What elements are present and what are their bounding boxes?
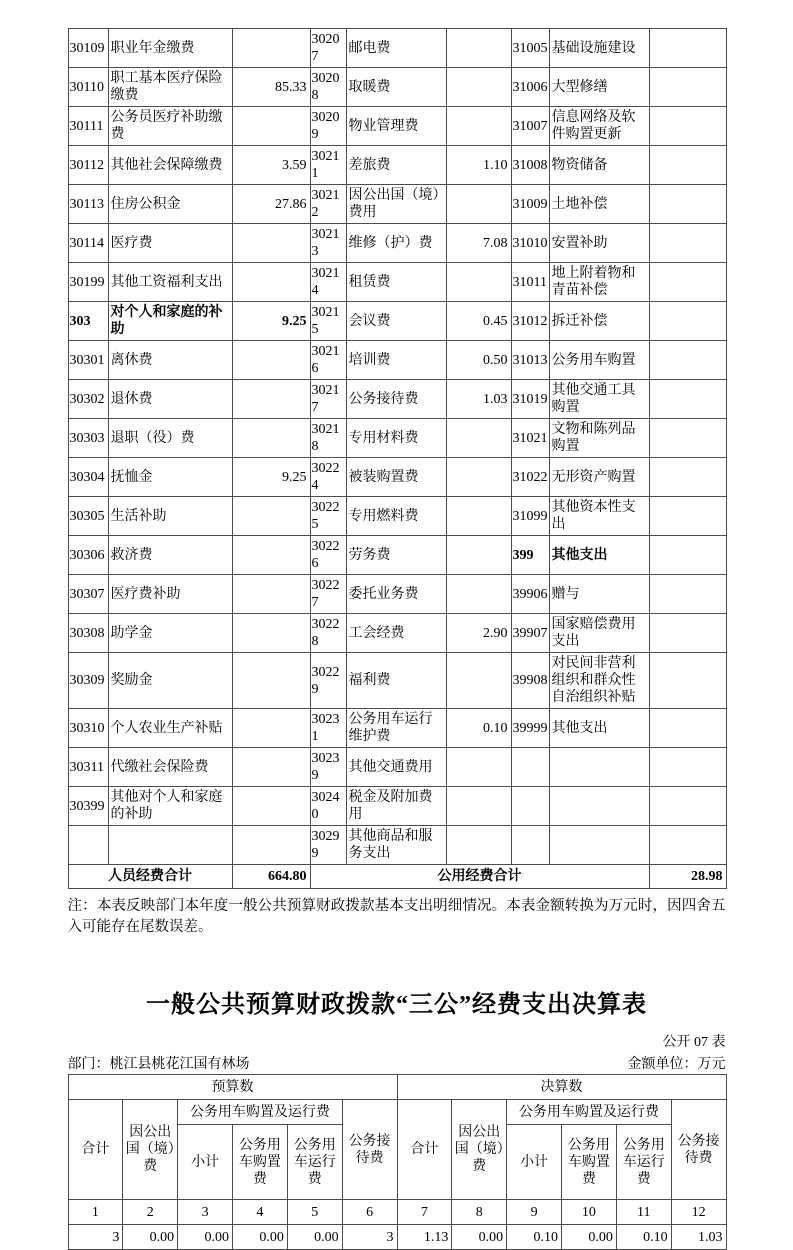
item-name: 其他社会保障缴费 [108,146,232,185]
item-name: 对个人和家庭的补助 [108,302,232,341]
item-name: 安置补助 [549,224,649,263]
item-name: 助学金 [108,614,232,653]
detail-row [68,224,726,263]
item-name: 差旅费 [346,146,446,185]
sangong-value: 0.00 [287,1225,342,1250]
item-name: 其他交通工具购置 [549,380,649,419]
item-code [511,826,549,865]
item-amount [649,748,726,787]
item-amount [649,107,726,146]
item-code: 30110 [68,68,108,107]
budget-reception-header: 公务接待费 [342,1100,397,1200]
item-amount: 0.50 [446,341,511,380]
detail-row [68,458,726,497]
item-name: 培训费 [346,341,446,380]
item-code: 30299 [310,826,346,865]
column-number: 8 [452,1200,507,1225]
item-code: 30231 [310,709,346,748]
item-code: 31005 [511,29,549,68]
item-code: 31019 [511,380,549,419]
item-name: 专用燃料费 [346,497,446,536]
item-code: 30310 [68,709,108,748]
sangong-table-title: 一般公共预算财政拨款“三公”经费支出决算表 [146,992,647,1018]
item-name: 其他工资福利支出 [108,263,232,302]
item-amount [232,826,310,865]
column-number-row [68,1200,726,1225]
final-subtotal-header: 小计 [507,1125,562,1200]
final-vehicle-purchase-header: 公务用车购置费 [561,1125,616,1200]
item-code: 30309 [68,653,108,709]
detail-row [68,107,726,146]
item-name: 离休费 [108,341,232,380]
item-code: 30224 [310,458,346,497]
department-label: 部门：桃江县桃花江国有林场 [67,1057,250,1072]
item-amount [649,263,726,302]
item-name: 福利费 [346,653,446,709]
sangong-value: 0.10 [507,1225,562,1250]
item-name: 退职（役）费 [108,419,232,458]
item-name: 其他资本性支出 [549,497,649,536]
item-name: 其他商品和服务支出 [346,826,446,865]
item-name: 土地补偿 [549,185,649,224]
item-code: 30109 [68,29,108,68]
column-number: 1 [68,1200,123,1225]
sangong-value-row [68,1225,726,1250]
item-code: 31011 [511,263,549,302]
item-amount [446,575,511,614]
item-name: 个人农业生产补贴 [108,709,232,748]
item-name [549,748,649,787]
item-amount [649,575,726,614]
item-amount [649,787,726,826]
detail-row [68,653,726,709]
detail-row [68,380,726,419]
detail-row [68,787,726,826]
sangong-head [68,1075,726,1200]
item-amount [446,748,511,787]
item-amount [232,107,310,146]
detail-totals-row [68,865,726,889]
table-meta-row [68,1053,726,1073]
item-name: 职业年金缴费 [108,29,232,68]
sangong-value: 0.10 [616,1225,671,1250]
item-amount [232,341,310,380]
doc-number-label: 公开 07 表 [662,1035,726,1050]
item-amount [232,380,310,419]
column-number: 12 [671,1200,726,1225]
budget-vehicle-operation-header: 公务用车运行费 [287,1125,342,1200]
item-amount [232,575,310,614]
budget-vehicle-purchase-header: 公务用车购置费 [232,1125,287,1200]
item-code: 30214 [310,263,346,302]
item-amount [649,302,726,341]
detail-row [68,614,726,653]
item-code: 30199 [68,263,108,302]
item-name: 抚恤金 [108,458,232,497]
item-name: 工会经费 [346,614,446,653]
detail-table-body [68,29,726,889]
detail-row [68,341,726,380]
budget-section-header: 预算数 [68,1075,397,1100]
item-amount: 85.33 [232,68,310,107]
item-amount [446,653,511,709]
item-name: 会议费 [346,302,446,341]
item-code: 30112 [68,146,108,185]
item-amount: 0.10 [446,709,511,748]
item-code: 30302 [68,380,108,419]
item-amount [446,536,511,575]
item-name: 医疗费补助 [108,575,232,614]
column-number: 9 [507,1200,562,1225]
item-name: 物资储备 [549,146,649,185]
budget-vehicle-group-header: 公务用车购置及运行费 [178,1100,342,1125]
item-amount [232,29,310,68]
column-number: 3 [178,1200,233,1225]
item-code: 30113 [68,185,108,224]
item-code: 30111 [68,107,108,146]
item-amount [232,419,310,458]
item-code: 30212 [310,185,346,224]
item-code: 31009 [511,185,549,224]
item-code: 30306 [68,536,108,575]
item-amount [649,653,726,709]
item-code: 30228 [310,614,346,653]
sangong-value: 0.00 [561,1225,616,1250]
item-code: 30225 [310,497,346,536]
item-code [68,826,108,865]
item-name: 租赁费 [346,263,446,302]
item-amount [232,748,310,787]
column-number: 10 [561,1200,616,1225]
detail-row [68,575,726,614]
public-total-label: 公用经费合计 [310,865,649,889]
item-amount [649,380,726,419]
item-code: 39908 [511,653,549,709]
item-amount: 9.25 [232,302,310,341]
item-name: 奖励金 [108,653,232,709]
item-code: 39907 [511,614,549,653]
item-name: 拆迁补偿 [549,302,649,341]
sub-header-row-1 [68,1100,726,1125]
column-number: 7 [397,1200,452,1225]
item-name: 地上附着物和青苗补偿 [549,263,649,302]
item-code: 30303 [68,419,108,458]
item-code: 30240 [310,787,346,826]
item-amount: 7.08 [446,224,511,263]
detail-row [68,146,726,185]
item-name: 其他对个人和家庭的补助 [108,787,232,826]
detail-row [68,68,726,107]
item-amount [649,709,726,748]
column-number: 6 [342,1200,397,1225]
item-amount [649,614,726,653]
final-section-header: 决算数 [397,1075,726,1100]
column-number: 5 [287,1200,342,1225]
item-code: 30308 [68,614,108,653]
item-name: 对民间非营利组织和群众性自治组织补贴 [549,653,649,709]
item-code: 30304 [68,458,108,497]
sangong-value: 0.00 [178,1225,233,1250]
item-amount [232,787,310,826]
item-code: 30215 [310,302,346,341]
item-code: 30227 [310,575,346,614]
sangong-body [68,1200,726,1250]
section-header-row [68,1075,726,1100]
item-name: 劳务费 [346,536,446,575]
item-amount [232,709,310,748]
item-code: 39906 [511,575,549,614]
item-amount [649,536,726,575]
document-page [68,0,726,1250]
sangong-value: 1.13 [397,1225,452,1250]
item-code: 30399 [68,787,108,826]
item-amount [232,614,310,653]
item-amount [446,185,511,224]
item-amount: 1.10 [446,146,511,185]
item-amount [232,536,310,575]
item-amount [232,653,310,709]
item-name: 文物和陈列品购置 [549,419,649,458]
final-total-header: 合计 [397,1100,452,1200]
item-amount [232,497,310,536]
item-code: 31007 [511,107,549,146]
sangong-value: 3 [68,1225,123,1250]
item-name: 退休费 [108,380,232,419]
item-code: 30207 [310,29,346,68]
item-code: 31021 [511,419,549,458]
detail-row [68,536,726,575]
item-name: 维修（护）费 [346,224,446,263]
budget-total-header: 合计 [68,1100,123,1200]
detail-row [68,419,726,458]
item-name: 委托业务费 [346,575,446,614]
final-reception-header: 公务接待费 [671,1100,726,1200]
column-number: 4 [232,1200,287,1225]
item-code: 399 [511,536,549,575]
item-code: 30213 [310,224,346,263]
item-name: 邮电费 [346,29,446,68]
item-name [549,826,649,865]
budget-subtotal-header: 小计 [178,1125,233,1200]
item-name: 信息网络及软件购置更新 [549,107,649,146]
item-amount [649,29,726,68]
item-name: 其他支出 [549,536,649,575]
item-code: 31010 [511,224,549,263]
item-name: 无形资产购置 [549,458,649,497]
item-code: 30114 [68,224,108,263]
item-amount: 3.59 [232,146,310,185]
personnel-total-label: 人员经费合计 [68,865,232,889]
item-amount [649,341,726,380]
item-name: 其他支出 [549,709,649,748]
detail-row [68,29,726,68]
budget-abroad-header: 因公出国（境）费 [123,1100,178,1200]
item-name: 其他交通费用 [346,748,446,787]
item-amount [649,146,726,185]
item-name: 专用材料费 [346,419,446,458]
item-amount [446,29,511,68]
item-code: 30307 [68,575,108,614]
item-code [511,787,549,826]
item-name: 税金及附加费用 [346,787,446,826]
item-code: 30211 [310,146,346,185]
item-name: 大型修缮 [549,68,649,107]
item-name: 公务接待费 [346,380,446,419]
item-name: 医疗费 [108,224,232,263]
sangong-value: 3 [342,1225,397,1250]
item-code: 30305 [68,497,108,536]
item-amount [446,826,511,865]
item-code: 30226 [310,536,346,575]
detail-row [68,497,726,536]
item-amount [649,68,726,107]
item-code: 30229 [310,653,346,709]
detail-row [68,826,726,865]
item-name [108,826,232,865]
item-name: 国家赔偿费用支出 [549,614,649,653]
item-code: 30301 [68,341,108,380]
detail-row [68,709,726,748]
item-name [549,787,649,826]
sangong-value: 0.00 [123,1225,178,1250]
item-amount [649,458,726,497]
item-code: 30216 [310,341,346,380]
item-amount: 1.03 [446,380,511,419]
item-code: 30217 [310,380,346,419]
final-vehicle-operation-header: 公务用车运行费 [616,1125,671,1200]
item-code: 303 [68,302,108,341]
item-code: 31012 [511,302,549,341]
item-name: 取暖费 [346,68,446,107]
item-code: 31022 [511,458,549,497]
item-amount [446,458,511,497]
item-code: 39999 [511,709,549,748]
item-amount [446,787,511,826]
column-number: 11 [616,1200,671,1225]
table-note: 注：本表反映部门本年度一般公共预算财政拨款基本支出明细情况。本表金额转换为万元时，因四舍五入可能存在尾数误差。 [67,898,726,935]
item-amount: 9.25 [232,458,310,497]
item-amount: 0.45 [446,302,511,341]
item-amount [446,497,511,536]
final-vehicle-group-header: 公务用车购置及运行费 [507,1100,671,1125]
item-amount [649,826,726,865]
column-number: 2 [123,1200,178,1225]
public-total-value: 28.98 [649,865,726,889]
item-amount [649,419,726,458]
sangong-expense-table [68,1074,727,1250]
item-amount: 27.86 [232,185,310,224]
item-name: 住房公积金 [108,185,232,224]
item-amount [649,497,726,536]
detail-row [68,748,726,787]
sangong-value: 1.03 [671,1225,726,1250]
item-name: 公务用车运行维护费 [346,709,446,748]
detail-row [68,302,726,341]
item-code: 30208 [310,68,346,107]
personnel-total-value: 664.80 [232,865,310,889]
item-name: 基础设施建设 [549,29,649,68]
final-abroad-header: 因公出国（境）费 [452,1100,507,1200]
item-name: 公务用车购置 [549,341,649,380]
item-amount [649,224,726,263]
item-amount: 2.90 [446,614,511,653]
sangong-value: 0.00 [232,1225,287,1250]
item-code: 31008 [511,146,549,185]
item-code: 30311 [68,748,108,787]
item-name: 救济费 [108,536,232,575]
detail-row [68,263,726,302]
item-name: 公务员医疗补助缴费 [108,107,232,146]
unit-label: 金额单位：万元 [627,1057,726,1072]
item-code: 31006 [511,68,549,107]
item-amount [232,263,310,302]
item-code: 31099 [511,497,549,536]
item-code: 31013 [511,341,549,380]
item-name: 职工基本医疗保险缴费 [108,68,232,107]
item-name: 被装购置费 [346,458,446,497]
item-name: 代缴社会保险费 [108,748,232,787]
item-amount [446,419,511,458]
item-name: 生活补助 [108,497,232,536]
detail-row [68,185,726,224]
item-amount [446,68,511,107]
item-code [511,748,549,787]
item-name: 因公出国（境）费用 [346,185,446,224]
item-code: 30239 [310,748,346,787]
item-code: 30218 [310,419,346,458]
item-code: 30209 [310,107,346,146]
item-name: 赠与 [549,575,649,614]
item-amount [446,263,511,302]
item-amount [232,224,310,263]
basic-expenditure-detail-table [68,28,727,889]
sangong-value: 0.00 [452,1225,507,1250]
item-name: 物业管理费 [346,107,446,146]
item-amount [446,107,511,146]
item-amount [649,185,726,224]
